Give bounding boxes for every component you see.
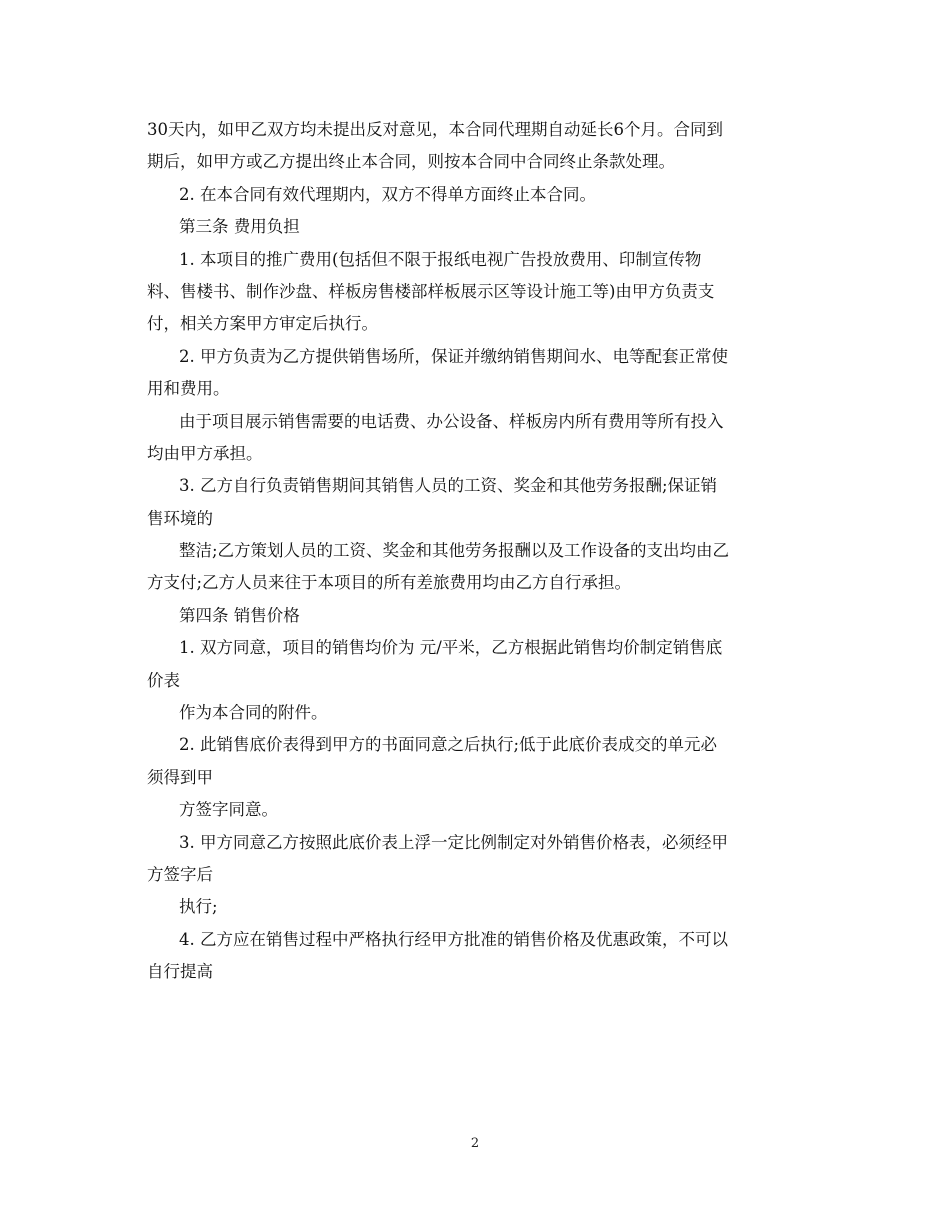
text-line: 方签字同意。 — [179, 800, 278, 820]
document-body — [147, 114, 813, 989]
text-line: 价表 — [147, 670, 180, 690]
text-line: 2. 甲方负责为乙方提供销售场所，保证并缴纳销售期间水、电等配套正常使 — [179, 346, 728, 366]
text-line: 2. 此销售底价表得到甲方的书面同意之后执行;低于此底价表成交的单元必 — [179, 735, 718, 755]
text-line: 1. 双方同意，项目的销售均价为 元/平米，乙方根据此销售均价制定销售底 — [179, 638, 723, 658]
text-line: 整洁;乙方策划人员的工资、奖金和其他劳务报酬以及工作设备的支出均由乙 — [179, 541, 730, 561]
text-line: 售环境的 — [147, 508, 213, 528]
text-line: 4. 乙方应在销售过程中严格执行经甲方批准的销售价格及优惠政策，不可以 — [179, 929, 728, 949]
text-line: 执行; — [179, 897, 218, 917]
text-line: 1. 本项目的推广费用(包括但不限于报纸电视广告投放费用、印制宣传物 — [179, 249, 702, 269]
page-number: 2 — [470, 1136, 480, 1151]
text-line: 料、售楼书、制作沙盘、样板房售楼部样板展示区等设计施工等)由甲方负责支 — [147, 281, 715, 301]
text-line: 期后，如甲方或乙方提出终止本合同，则按本合同中合同终止条款处理。 — [147, 152, 675, 172]
text-line: 2. 在本合同有效代理期内，双方不得单方面终止本合同。 — [179, 184, 596, 204]
text-line: 方签字后 — [147, 864, 213, 884]
text-line: 由于项目展示销售需要的电话费、办公设备、样板房内所有费用等所有投入 — [179, 411, 724, 431]
text-line: 均由甲方承担。 — [147, 443, 263, 463]
text-line: 第三条 费用负担 — [179, 217, 300, 237]
text-line: 第四条 销售价格 — [179, 605, 300, 625]
text-line: 3. 乙方自行负责销售期间其销售人员的工资、奖金和其他劳务报酬;保证销 — [179, 476, 718, 496]
text-line: 自行提高 — [147, 962, 213, 982]
text-line: 作为本合同的附件。 — [179, 703, 328, 723]
text-line: 用和费用。 — [147, 379, 230, 399]
text-line: 方支付;乙方人员来往于本项目的所有差旅费用均由乙方自行承担。 — [147, 573, 632, 593]
text-line: 付，相关方案甲方审定后执行。 — [147, 314, 378, 334]
text-line: 3. 甲方同意乙方按照此底价表上浮一定比例制定对外销售价格表，必须经甲 — [179, 832, 728, 852]
text-line: 30天内，如甲乙双方均未提出反对意见，本合同代理期自动延长6个月。合同到 — [147, 120, 723, 139]
text-line: 须得到甲 — [147, 767, 213, 787]
